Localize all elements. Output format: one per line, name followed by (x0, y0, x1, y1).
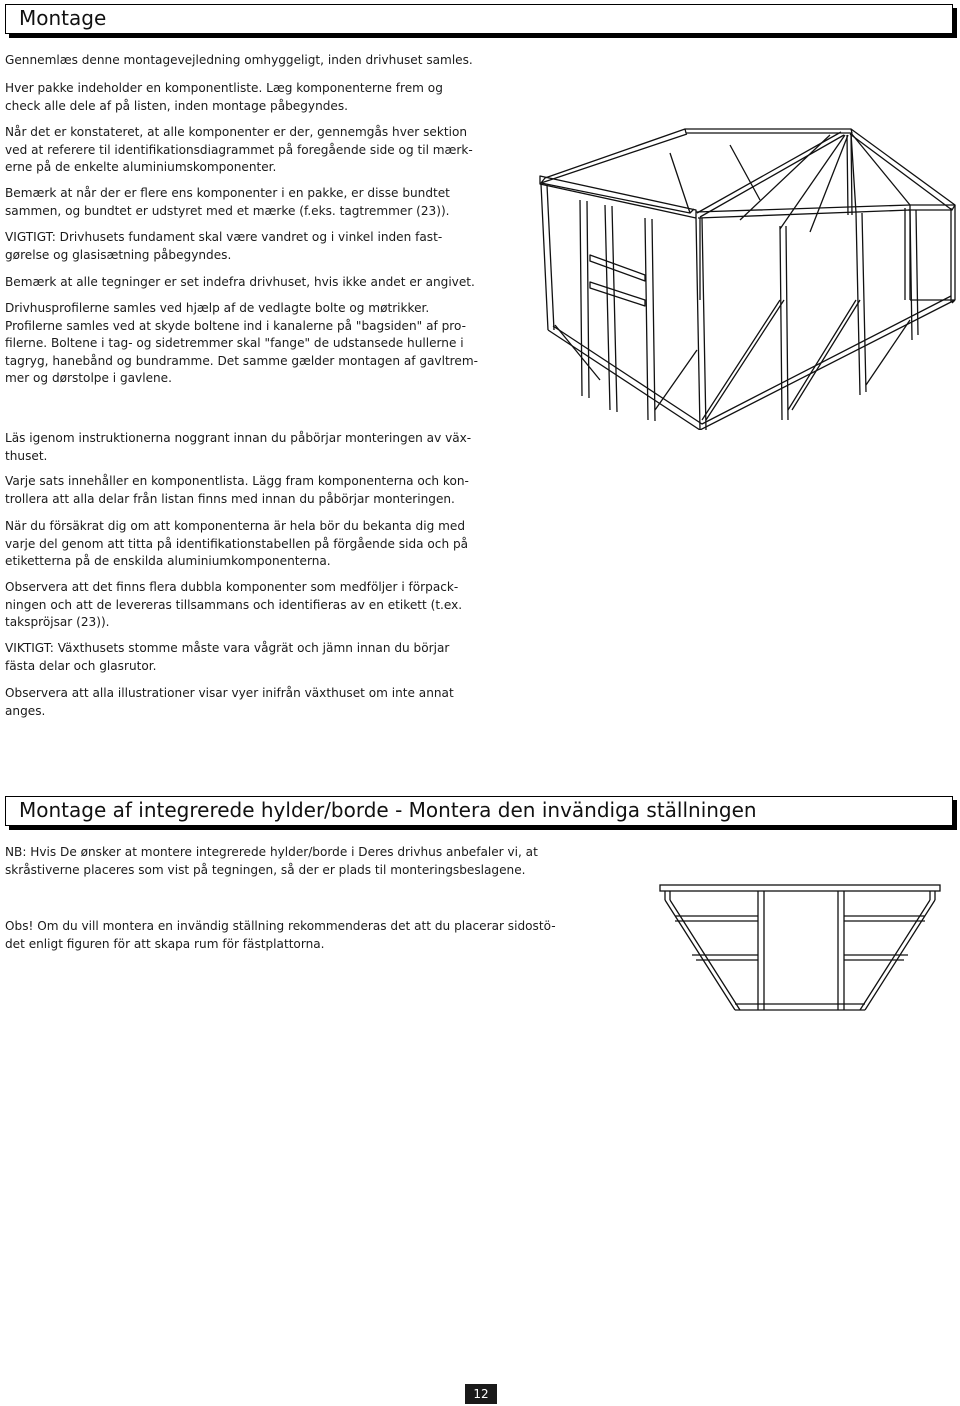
greenhouse-frame-illustration (520, 120, 960, 430)
danish-paragraph-7: Drivhusprofilerne samles ved hjælp af de vedlagte bolte og møtrikker. Profilerne samles ved at skyde boltene ind i kanalerne på "bagsiden" af pro- filerne. Boltene i tag- og sidetremmer skal "fange" de udstansede hullerne i tagryg, hanebånd og bundramme. Det samme gælder montagen af gavltrem- mer og dørstolpe i gavlene. (5, 301, 478, 386)
section-title: Montage (19, 6, 107, 30)
shelves-note-danish: NB: Hvis De ønsker at montere integrerede hylder/borde i Deres drivhus anbefaler vi, at skråstiverne placeres som vist på tegningen, så der er plads til monteringsbeslagene. (5, 845, 538, 877)
danish-paragraph-4: Bemærk at når der er flere ens komponenter i en pakke, er disse bundtet sammen, og bundtet er udstyret med et mærke (f.eks. tagtremmer (23)). (5, 186, 450, 218)
danish-paragraph-5: VIGTIGT: Drivhusets fundament skal være vandret og i vinkel inden fast- gørelse og glasisætning påbegyndes. (5, 230, 443, 262)
swedish-paragraph-1: Läs igenom instruktionerna noggrant innan du påbörjar monteringen av väx- thuset. (5, 431, 472, 463)
swedish-paragraph-6: Observera att alla illustrationer visar vyer inifrån växthuset om inte annat anges. (5, 686, 454, 718)
danish-paragraph-6: Bemærk at alle tegninger er set indefra drivhuset, hvis ikke andet er angivet. (5, 275, 475, 289)
swedish-paragraph-3: När du försäkrat dig om att komponenterna är hela bör du bekanta dig med varje del genom att titta på identifikationstabellen på förgående sida och på etiketterna på de enskilda aluminiumkomponenterna. (5, 519, 469, 569)
danish-paragraph-3: Når det er konstateret, at alle komponenter er der, gennemgås hver sektion ved at referere til identifikationsdiagrammet på foregående side og til mærk- erne på de enkelte aluminiumskomponenter. (5, 125, 473, 175)
section-header-shelves (5, 796, 953, 826)
danish-paragraph-2: Hver pakke indeholder en komponentliste. Læg komponenterne frem og check alle dele af på listen, inden montage påbegyndes. (5, 81, 443, 113)
shelves-note-swedish: Obs! Om du vill montera en invändig ställning rekommenderas det att du placerar sidostö- det enligt figuren för att skapa rum för fästplattorna. (5, 919, 556, 951)
section-header-montage (5, 4, 953, 34)
swedish-paragraph-2: Varje sats innehåller en komponentlista. Lägg fram komponenterna och kon- trollera att alla delar från listan finns med innan du påbörjar monteringen. (5, 474, 469, 506)
swedish-paragraph-4: Observera att det finns flera dubbla komponenter som medföljer i förpack- ningen och att de levereras tillsammans och identifieras av en etikett (t.ex. takspröjsar (23)). (5, 580, 463, 630)
danish-paragraph-1: Gennemlæs denne montagevejledning omhyggeligt, inden drivhuset samles. (5, 53, 473, 67)
section-title: Montage af integrerede hylder/borde - Montera den invändiga ställningen (19, 798, 757, 822)
page-number: 12 (465, 1384, 497, 1404)
shelf-frame-illustration (650, 875, 950, 1020)
swedish-paragraph-5: VIKTIGT: Växthusets stomme måste vara vågrät och jämn innan du börjar fästa delar och glasrutor. (5, 641, 450, 673)
